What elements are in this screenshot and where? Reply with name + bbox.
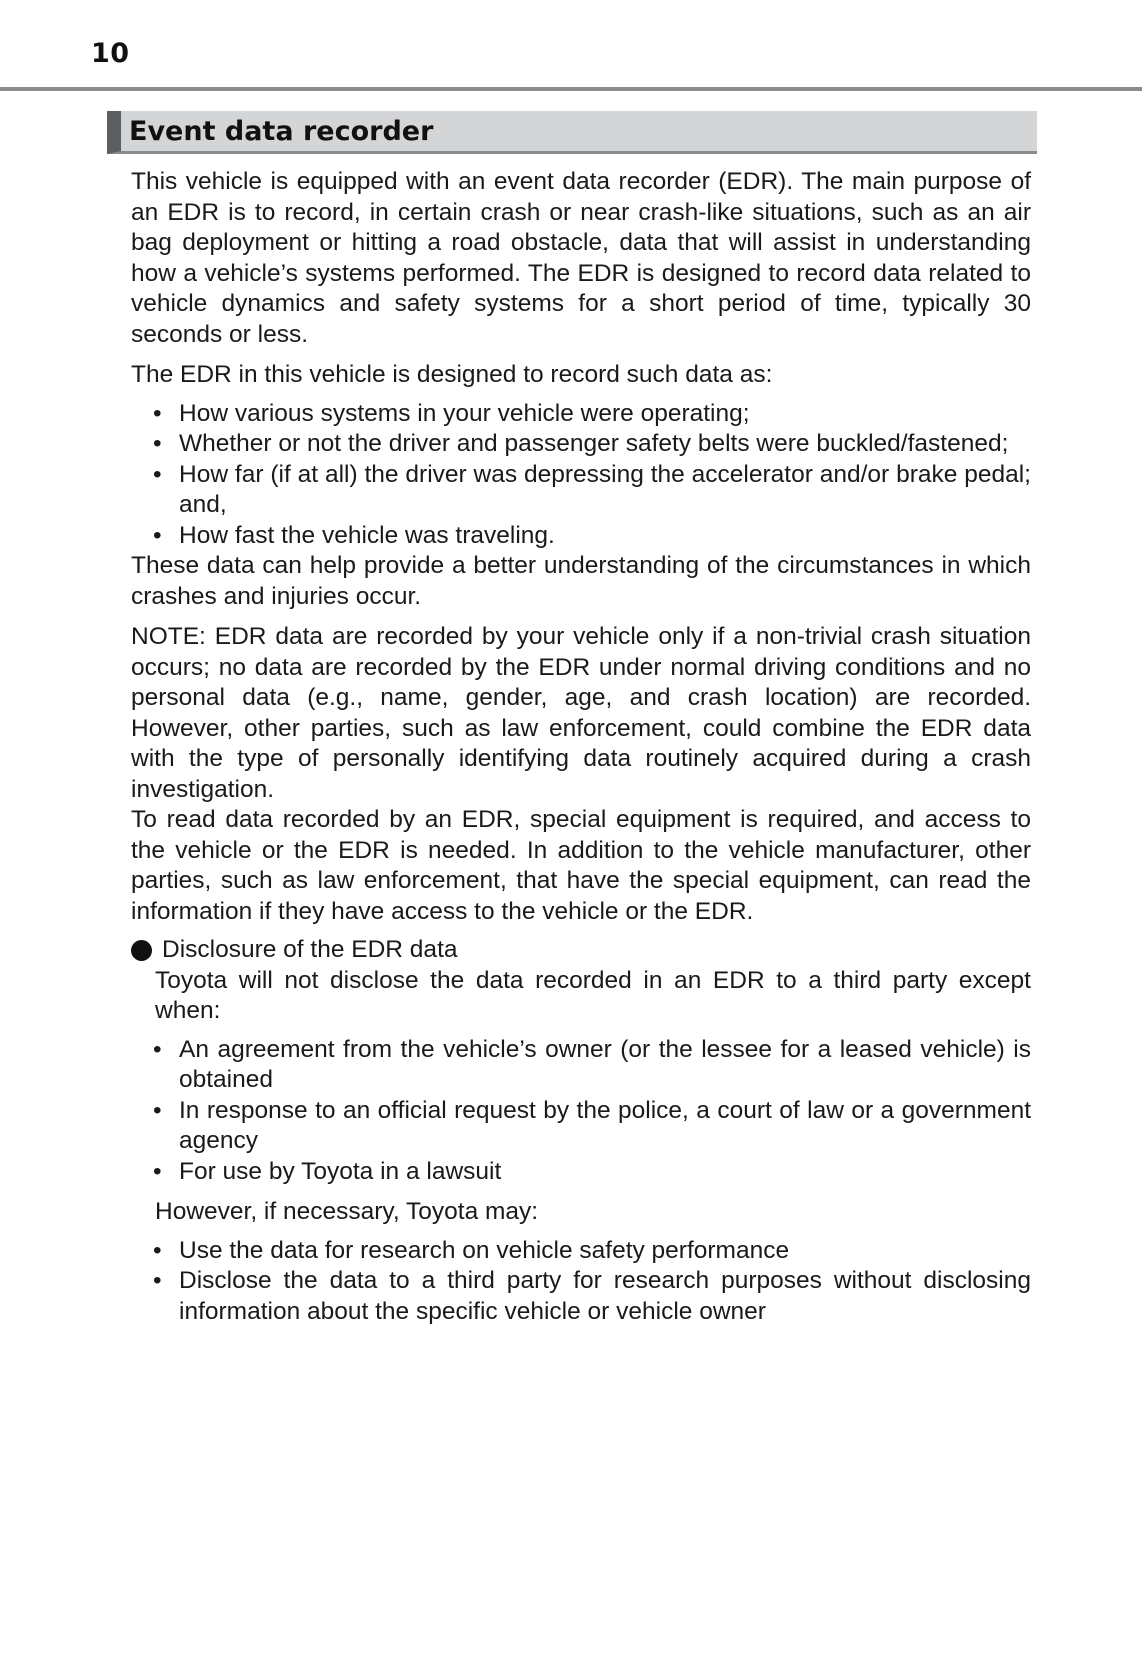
main-content <box>131 167 1031 1327</box>
bullet-icon: • <box>153 399 162 427</box>
list-item-text: Disclose the data to a third party for research purposes without disclosing information about the specific vehicle or vehicle owner <box>179 1267 1031 1325</box>
header-rule <box>0 87 1142 91</box>
list-item <box>131 429 1031 460</box>
list-item <box>155 1035 1031 1096</box>
list-item-text: Whether or not the driver and passenger safety belts were buckled/fastened; <box>179 430 1009 457</box>
page-number: 10 <box>91 38 130 69</box>
read-data-paragraph: To read data recorded by an EDR, special equipment is required, and access to the vehicle or the EDR is needed. In addition to the vehicle manufacturer, other parties, such as law enforcement, that have the special equipment, can read the information if they have access to the vehicle or the EDR. <box>131 806 1031 925</box>
disclosure-heading-text: Disclosure of the EDR data <box>162 936 458 963</box>
record-items-list <box>131 399 1031 552</box>
disclosure-lead-paragraph: Toyota will not disclose the data recorded in an EDR to a third party except when: <box>155 966 1031 1024</box>
list-item <box>131 399 1031 430</box>
list-item <box>131 460 1031 521</box>
filled-circle-icon <box>131 940 152 961</box>
list-item-text: For use by Toyota in a lawsuit <box>179 1157 502 1185</box>
bullet-icon: • <box>153 460 162 488</box>
note-paragraph: NOTE: EDR data are recorded by your vehicle only if a non-trivial crash situation occurs; no data are recorded by the EDR under normal driving conditions and no personal data (e.g., name, gender, age, and crash location) are recorded. However, other parties, such as law enforcement, could combine the EDR data with the type of personally identifying data routinely acquired during a crash investigation. <box>131 623 1031 803</box>
may-items-list <box>155 1236 1031 1328</box>
however-paragraph: However, if necessary, Toyota may: <box>155 1198 539 1225</box>
list-item-text: How various systems in your vehicle were operating; <box>179 399 750 427</box>
list-item <box>131 521 1031 552</box>
disclosure-heading <box>131 935 1031 966</box>
disclosure-body <box>131 966 1031 1328</box>
section-title: Event data recorder <box>129 116 434 147</box>
list-item-text: Use the data for research on vehicle safety performance <box>179 1236 790 1264</box>
understanding-paragraph: These data can help provide a better understanding of the circumstances in which crashes and injuries occur. <box>131 552 1031 610</box>
list-item <box>155 1266 1031 1327</box>
list-item <box>155 1157 1031 1188</box>
list-item-text: In response to an official request by the police, a court of law or a government agency <box>179 1096 1031 1154</box>
list-item <box>155 1096 1031 1157</box>
intro-paragraph: This vehicle is equipped with an event data recorder (EDR). The main purpose of an EDR is to record, in certain crash or near crash-like situations, such as an air bag deployment or hitting a road obstacle, data that will assist in understanding how a vehicle’s systems performed. The EDR is designed to record data related to vehicle dynamics and safety systems for a short period of time, typically 30 seconds or less. <box>131 168 1031 348</box>
bullet-icon: • <box>153 1157 162 1185</box>
record-lead-paragraph: The EDR in this vehicle is designed to record such data as: <box>131 361 773 388</box>
bullet-icon: • <box>153 1267 162 1294</box>
list-item-text: An agreement from the vehicle’s owner (or the lessee for a leased vehicle) is obtained <box>179 1035 1031 1093</box>
bullet-icon: • <box>153 1096 162 1124</box>
bullet-icon: • <box>153 1236 162 1264</box>
except-items-list <box>155 1035 1031 1188</box>
list-item-text: How fast the vehicle was traveling. <box>179 521 555 549</box>
bullet-icon: • <box>153 1035 162 1063</box>
bullet-icon: • <box>153 430 162 457</box>
bullet-icon: • <box>153 521 162 549</box>
list-item <box>155 1236 1031 1267</box>
list-item-text: How far (if at all) the driver was depressing the accelerator and/or brake pedal; and, <box>179 460 1031 518</box>
